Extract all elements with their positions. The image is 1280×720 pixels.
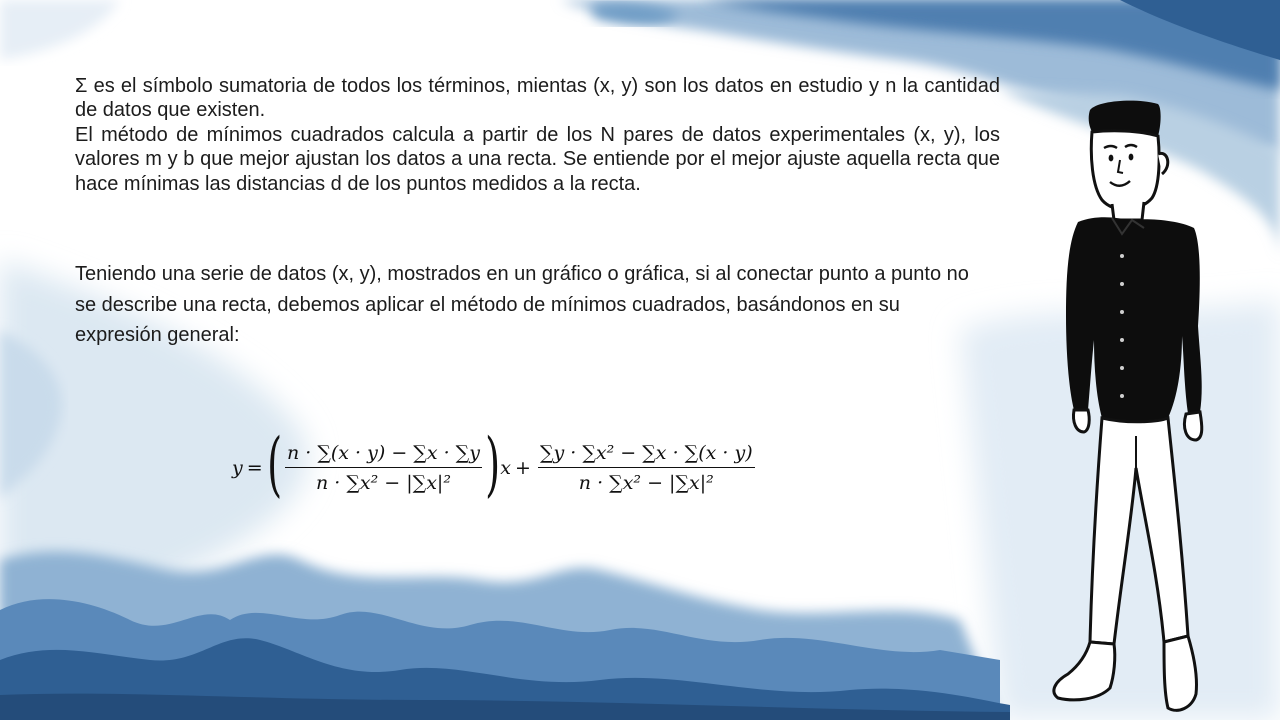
- face: [1091, 131, 1159, 210]
- text-block-bottom: [75, 259, 975, 351]
- person-illustration: [1018, 96, 1218, 720]
- right-hand: [1184, 412, 1201, 440]
- intercept-denominator: n · ∑x² − |∑x|²: [578, 472, 714, 494]
- slope-numerator: n · ∑(x · y) − ∑x · ∑y: [285, 442, 482, 468]
- intercept-fraction: [538, 442, 755, 494]
- paragraph-least-squares-method: El método de mínimos cuadrados calcula a partir de los N pares de datos experimentales (x, y), los valores m y b que mejor ajustan los datos a una recta. Se entiende por el mejor ajuste aquella recta que hace mínimas las distancias d de los puntos medidos a la recta.: [75, 123, 1000, 195]
- left-eye: [1109, 155, 1114, 162]
- text-block-top: [75, 74, 1000, 196]
- right-shoe: [1164, 636, 1197, 710]
- right-eye: [1129, 154, 1134, 161]
- intercept-numerator: ∑y · ∑x² − ∑x · ∑(x · y): [538, 442, 755, 468]
- formula-lhs: y: [232, 457, 243, 479]
- trousers: [1090, 418, 1188, 644]
- left-hand: [1073, 410, 1089, 432]
- formula-open-paren: (: [266, 423, 282, 505]
- least-squares-formula: [232, 423, 758, 505]
- left-shoe: [1054, 642, 1115, 700]
- formula-close-paren: ): [485, 423, 501, 505]
- slope-denominator: n · ∑x² − |∑x|²: [316, 472, 451, 494]
- neck: [1112, 202, 1144, 220]
- formula-x-term: x: [500, 457, 512, 479]
- paragraph-general-expression: Teniendo una serie de datos (x, y), mostrados en un gráfico o gráfica, si al conectar punto a punto no se describe una recta, debemos aplicar el método de mínimos cuadrados, basándonos en su expresión general:: [75, 263, 969, 346]
- shirt: [1066, 217, 1202, 422]
- paragraph-sigma-definition: Σ es el símbolo sumatoria de todos los términos, mientas (x, y) son los datos en estudio y n la cantidad de datos que existen.: [75, 75, 1000, 122]
- slope-fraction: [285, 442, 482, 494]
- left-wash-top: [0, 0, 120, 60]
- formula-plus: +: [515, 457, 531, 479]
- formula-equals: =: [246, 457, 263, 479]
